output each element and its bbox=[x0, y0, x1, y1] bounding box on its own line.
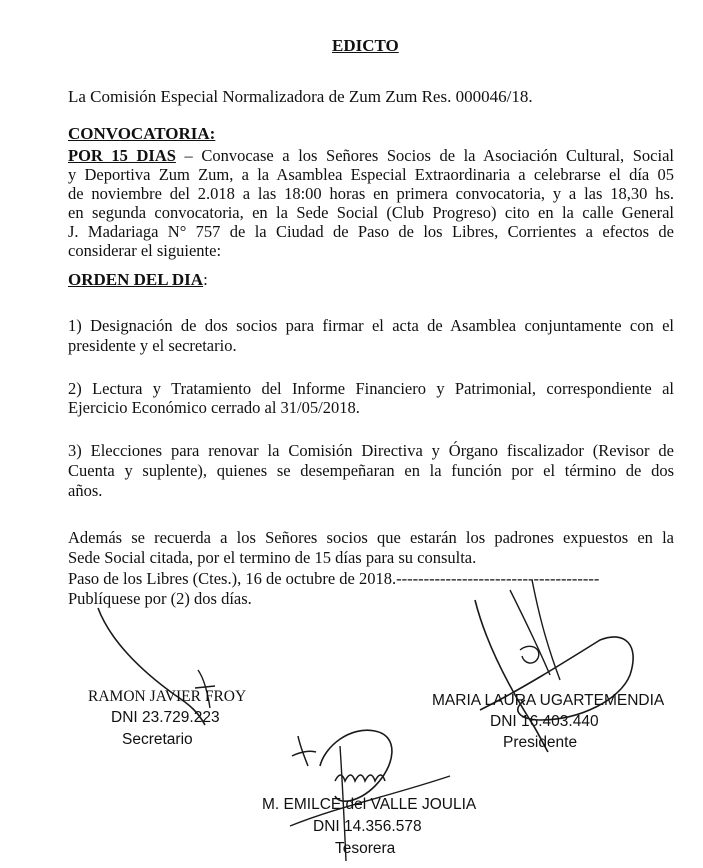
orden-item-3-line-1: 3) Elecciones para renovar la Comisión Directiva y Órgano fiscalizador (Revisor de bbox=[68, 441, 674, 460]
tesorera-dni: DNI 14.356.578 bbox=[313, 818, 422, 835]
orden-heading-colon: : bbox=[203, 270, 208, 289]
convocatoria-line-2: y Deportiva Zum Zum, a la Asamblea Especial Extraordinaria a celebrarse el día 05 bbox=[68, 165, 674, 184]
tesorera-role: Tesorera bbox=[335, 840, 396, 857]
closing-line-1: Además se recuerda a los Señores socios que estarán los padrones expuestos en la bbox=[68, 528, 674, 547]
orden-item-2-line-1: 2) Lectura y Tratamiento del Informe Financiero y Patrimonial, correspondiente al bbox=[68, 379, 674, 398]
tesorera-name: M. EMILCE del VALLE JOULIA bbox=[262, 796, 477, 813]
convocatoria-heading: CONVOCATORIA: bbox=[68, 124, 216, 143]
convocatoria-line-4: en segunda convocatoria, en la Sede Social (Club Progreso) cito en la calle General bbox=[68, 203, 674, 222]
orden-heading-line bbox=[68, 270, 208, 289]
presidente-name: MARIA LAURA UGARTEMENDIA bbox=[432, 692, 665, 709]
convocatoria-line-3: de noviembre del 2.018 a las 18:00 horas en primera convocatoria, y a las 18,30 hs. bbox=[68, 184, 674, 203]
secretario-role: Secretario bbox=[122, 731, 193, 748]
orden-item-3-line-2: Cuenta y suplente), quienes se desempeñaran en la función por el término de dos bbox=[68, 461, 674, 480]
issuer-line: La Comisión Especial Normalizadora de Zum Zum Res. 000046/18. bbox=[68, 87, 533, 106]
orden-heading: ORDEN DEL DIA bbox=[68, 270, 204, 289]
secretario-dni: DNI 23.729.223 bbox=[111, 709, 220, 726]
place-date: Paso de los Libres (Ctes.), 16 de octubre de 2018.------------------------------------- bbox=[68, 569, 600, 588]
document-title: EDICTO bbox=[332, 36, 399, 55]
orden-item-2-line-2: Ejercicio Económico cerrado al 31/05/2018. bbox=[68, 398, 360, 417]
orden-item-1-line-1: 1) Designación de dos socios para firmar el acta de Asamblea conjuntamente con el bbox=[68, 316, 674, 335]
closing-line-2: Sede Social citada, por el termino de 15 días para su consulta. bbox=[68, 548, 477, 567]
convocatoria-line-5: J. Madariaga N° 757 de la Ciudad de Paso de los Libres, Corrientes a efectos de bbox=[68, 222, 674, 241]
signature-presidente-scribble bbox=[450, 570, 670, 760]
presidente-role: Presidente bbox=[503, 734, 578, 751]
orden-item-1-line-2: presidente y el secretario. bbox=[68, 336, 237, 355]
presidente-dni: DNI 16.403.440 bbox=[490, 713, 599, 730]
convocatoria-text: – Convocase a los Señores Socios de la Asociación Cultural, Social bbox=[175, 146, 674, 165]
convocatoria-line-6: considerar el siguiente: bbox=[68, 241, 222, 260]
publication-note: Publíquese por (2) dos días. bbox=[68, 589, 252, 608]
convocatoria-line-1 bbox=[68, 146, 674, 165]
orden-item-3-line-3: años. bbox=[68, 481, 103, 500]
convocatoria-lead: POR 15 DIAS bbox=[68, 146, 176, 165]
secretario-name: RAMON JAVIER FROY bbox=[88, 688, 247, 705]
